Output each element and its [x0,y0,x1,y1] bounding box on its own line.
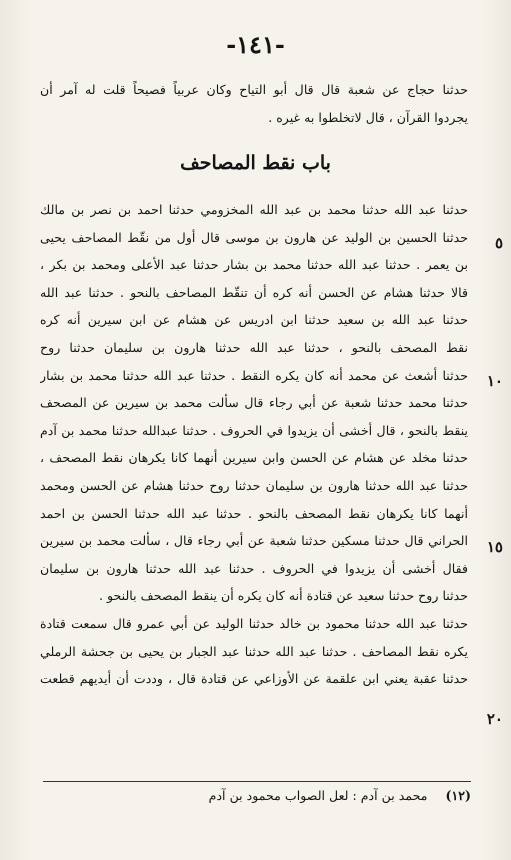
text-line: قالا حدثنا هشام عن الحسن أنه كره أن تنقّط المصاحف بالنحو . حدثنا عبد الله [40,284,468,300]
text-line: ينقط بالنحو ، قال أخشى أن يزيدوا في الحروف . حدثنا عبدالله حدثنا محمد بن آدم [40,422,468,438]
text-line: يجردوا القرآن ، قال لاتخلطوا به غيره . [268,109,468,125]
text-line: الحراني قال حدثنا مسكين حدثنا شعبة عن أبي رجاء قال ، سألت محمد بن سيرين [40,533,468,549]
footnote-text: محمد بن آدم : لعل الصواب محمود بن آدم [208,788,428,803]
text-line: حدثنا مخلد عن هشام عن الحسن وابن سيرين أنهما كانا يكرهان نقط المصحف ، [40,450,468,466]
chapter-heading: باب نقط المصاحف [180,152,331,174]
text-line: حدثنا حجاج عن شعبة قال قال أبو التياح وكان عربياً فصيحاً قلت له آمر أن [40,82,468,97]
text-line: حدثنا روح حدثنا سعيد عن قتادة أنه كان يكره أن ينقط المصحف بالنحو . [99,588,468,604]
text-line: فقال أخشى أن يزيدوا في الحروف . حدثنا عبد الله حدثنا هارون بن سليمان [40,560,468,576]
text-line: حدثنا الحسين بن الوليد عن هارون بن موسى قال أول من نقّط المصاحف يحيى [40,229,468,245]
text-line: يكره نقط المصاحف . حدثنا عبد الله حدثنا عبد الجبار بن يحيى بن جحشة الرملي [40,643,468,659]
text-line: حدثنا عبد الله حدثنا محمود بن خالد حدثنا الوليد عن أبي عمرو قال سمعت قتادة [40,615,468,631]
text-line: حدثنا عبد الله بن سعيد حدثنا ابن ادريس عن هشام عن ابن سيرين أنه كره [40,312,468,328]
text-line: حدثنا أشعث عن محمد أنه كان يكره النقط . حدثنا عبد الله حدثنا محمد بن بشار [40,367,468,383]
text-line: بن يعمر . حدثنا عبد الله حدثنا محمد بن بشار حدثنا عبد الأعلى ومحمد بن بكر ، [40,257,468,273]
line-number-20: ٢٠ [486,710,503,728]
line-number-10: ١٠ [486,372,503,390]
text-line: حدثنا عقبة يعني ابن علقمة عن الأوزاعي عن قتادة قال ، وددت أن أيديهم قطعت [40,671,468,687]
footnote [43,788,471,803]
text-line: حدثنا عبد الله حدثنا هارون بن سليمان حدثنا روح حدثنا هشام عن الحسن ومحمد [40,477,468,493]
intro-paragraph [40,76,468,131]
text-line: نقط المصحف بالنحو ، حدثنا عبد الله حدثنا هارون بن سليمان حدثنا روح [40,339,468,355]
line-number-15: ١٥ [486,538,503,556]
text-line: حدثنا عبد الله حدثنا محمد بن عبد الله المخزومي حدثنا احمد بن نصر بن مالك [40,202,468,217]
page-number: -١٤١- [226,30,285,59]
text-line: أنهما كانا يكرهان نقط المصحف بالنحو . حدثنا عبد الله حدثنا الحسن بن احمد [40,505,468,521]
text-line: حدثنا محمد حدثنا شعبة عن أبي رجاء قال سألت محمد بن سيرين عن المصحف [40,395,468,411]
line-number-5: ٥ [494,234,503,252]
footnote-marker: (١٢) [445,788,471,803]
footnote-divider [43,781,471,782]
main-paragraph [40,196,468,693]
